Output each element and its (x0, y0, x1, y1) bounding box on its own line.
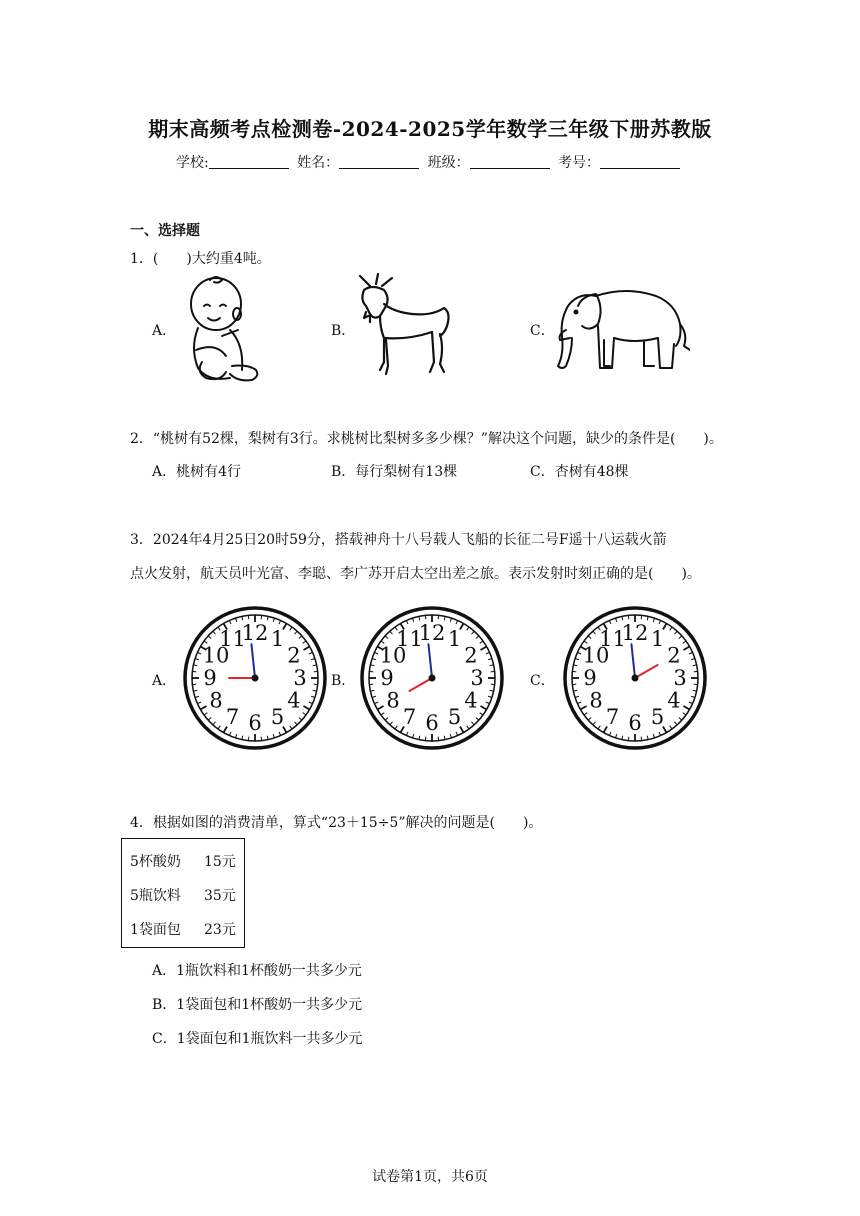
clock-number: 7 (605, 704, 620, 729)
clock-number: 7 (225, 704, 240, 729)
receipt-row (130, 885, 236, 905)
clock-number: 1 (270, 627, 285, 652)
name-label: 姓名： (297, 155, 340, 171)
clock-number: 3 (293, 666, 307, 690)
clock-number: 5 (270, 704, 285, 729)
name-blank[interactable] (339, 154, 419, 169)
clock-number: 8 (386, 688, 400, 713)
clock-number: 12 (418, 621, 446, 645)
q4-option-a[interactable]: A．1瓶饮料和1杯酸奶一共多少元 (152, 963, 362, 979)
receipt-price: 23元 (204, 922, 236, 938)
q4-option-b[interactable]: B．1袋面包和1杯酸奶一共多少元 (152, 997, 363, 1013)
question-3-stem-line1: 3．2024年4月25日20时59分，搭载神舟十八号载人飞船的长征二号F遥十八运载火箭 (130, 532, 667, 548)
clock-number: 10 (202, 643, 230, 668)
clock-number: 10 (582, 643, 610, 668)
clock-center-dot (252, 675, 259, 682)
clock-number: 9 (380, 666, 394, 690)
clock-number: 2 (287, 643, 301, 668)
receipt-item: 5杯酸奶 (130, 854, 181, 870)
receipt-row (130, 919, 236, 939)
clock-number: 6 (425, 711, 439, 735)
clock-center-dot (632, 675, 639, 682)
clock-number: 11 (396, 627, 423, 652)
clock-number: 4 (464, 688, 478, 713)
clock-number: 8 (589, 688, 603, 713)
class-blank[interactable] (470, 154, 550, 169)
page-title: 期末高频考点检测卷-2024-2025学年数学三年级下册苏教版 (148, 117, 712, 141)
clock-number: 1 (650, 627, 665, 652)
question-3-stem-line2: 点火发射，航天员叶光富、李聪、李广苏开启太空出差之旅。表示发射时刻正确的是( )。 (130, 566, 701, 582)
receipt-price: 15元 (204, 854, 236, 870)
receipt-item: 5瓶饮料 (130, 888, 181, 904)
school-blank[interactable] (209, 154, 289, 169)
exam-number-blank[interactable] (600, 154, 680, 169)
clock-a-icon (181, 604, 329, 752)
clock-number: 5 (650, 704, 665, 729)
clock-number: 8 (209, 688, 223, 713)
clock-number: 7 (402, 704, 417, 729)
clock-number: 2 (667, 643, 681, 668)
exam-number-label: 考号： (558, 155, 601, 171)
clock-number: 3 (470, 666, 484, 690)
student-info-line (0, 152, 860, 172)
receipt-row (130, 851, 236, 871)
question-1-stem: 1．( )大约重4吨。 (130, 251, 271, 267)
clock-number: 4 (287, 688, 301, 713)
clock-number: 1 (447, 627, 462, 652)
clock-number: 2 (464, 643, 478, 668)
q2-option-a[interactable]: A．桃树有4行 (152, 464, 242, 480)
clock-number: 5 (447, 704, 462, 729)
goat-icon (356, 272, 454, 382)
question-4-stem: 4．根据如图的消费清单，算式“23＋15÷5”解决的问题是( )。 (130, 815, 543, 831)
clock-number: 6 (628, 711, 642, 735)
clock-number: 9 (203, 666, 217, 690)
q3-option-a-label[interactable]: A． (152, 673, 177, 689)
q1-option-b-label[interactable]: B． (331, 323, 356, 339)
baby-icon (182, 274, 264, 386)
q2-option-c[interactable]: C．杏树有48棵 (530, 464, 629, 480)
clock-number: 11 (599, 627, 626, 652)
q1-option-c-label[interactable]: C． (530, 323, 555, 339)
q2-option-b[interactable]: B．每行梨树有13棵 (331, 464, 458, 480)
receipt-item: 1袋面包 (130, 922, 181, 938)
q3-option-c-label[interactable]: C． (530, 673, 555, 689)
clock-number: 11 (219, 627, 246, 652)
q1-option-a-label[interactable]: A． (152, 323, 177, 339)
clock-number: 6 (248, 711, 262, 735)
clock-number: 4 (667, 688, 681, 713)
q4-option-c[interactable]: C．1袋面包和1瓶饮料一共多少元 (152, 1031, 363, 1047)
q3-option-b-label[interactable]: B． (331, 673, 356, 689)
clock-number: 10 (379, 643, 407, 668)
clock-c-icon (561, 604, 709, 752)
question-2-stem: 2．“桃树有52棵，梨树有3行。求桃树比梨树多多少棵？”解决这个问题，缺少的条件是( )。 (130, 431, 723, 447)
clock-number: 9 (583, 666, 597, 690)
clock-number: 12 (621, 621, 649, 645)
elephant-icon (556, 286, 690, 376)
clock-center-dot (429, 675, 436, 682)
school-label: 学校: (175, 155, 209, 171)
clock-number: 3 (673, 666, 687, 690)
clock-number: 12 (241, 621, 269, 645)
section-heading: 一、选择题 (130, 223, 200, 239)
class-label: 班级： (427, 155, 470, 171)
clock-b-icon (358, 604, 506, 752)
receipt-price: 35元 (204, 888, 236, 904)
receipt-box (121, 838, 245, 948)
page-footer: 试卷第1页，共6页 (372, 1169, 488, 1185)
